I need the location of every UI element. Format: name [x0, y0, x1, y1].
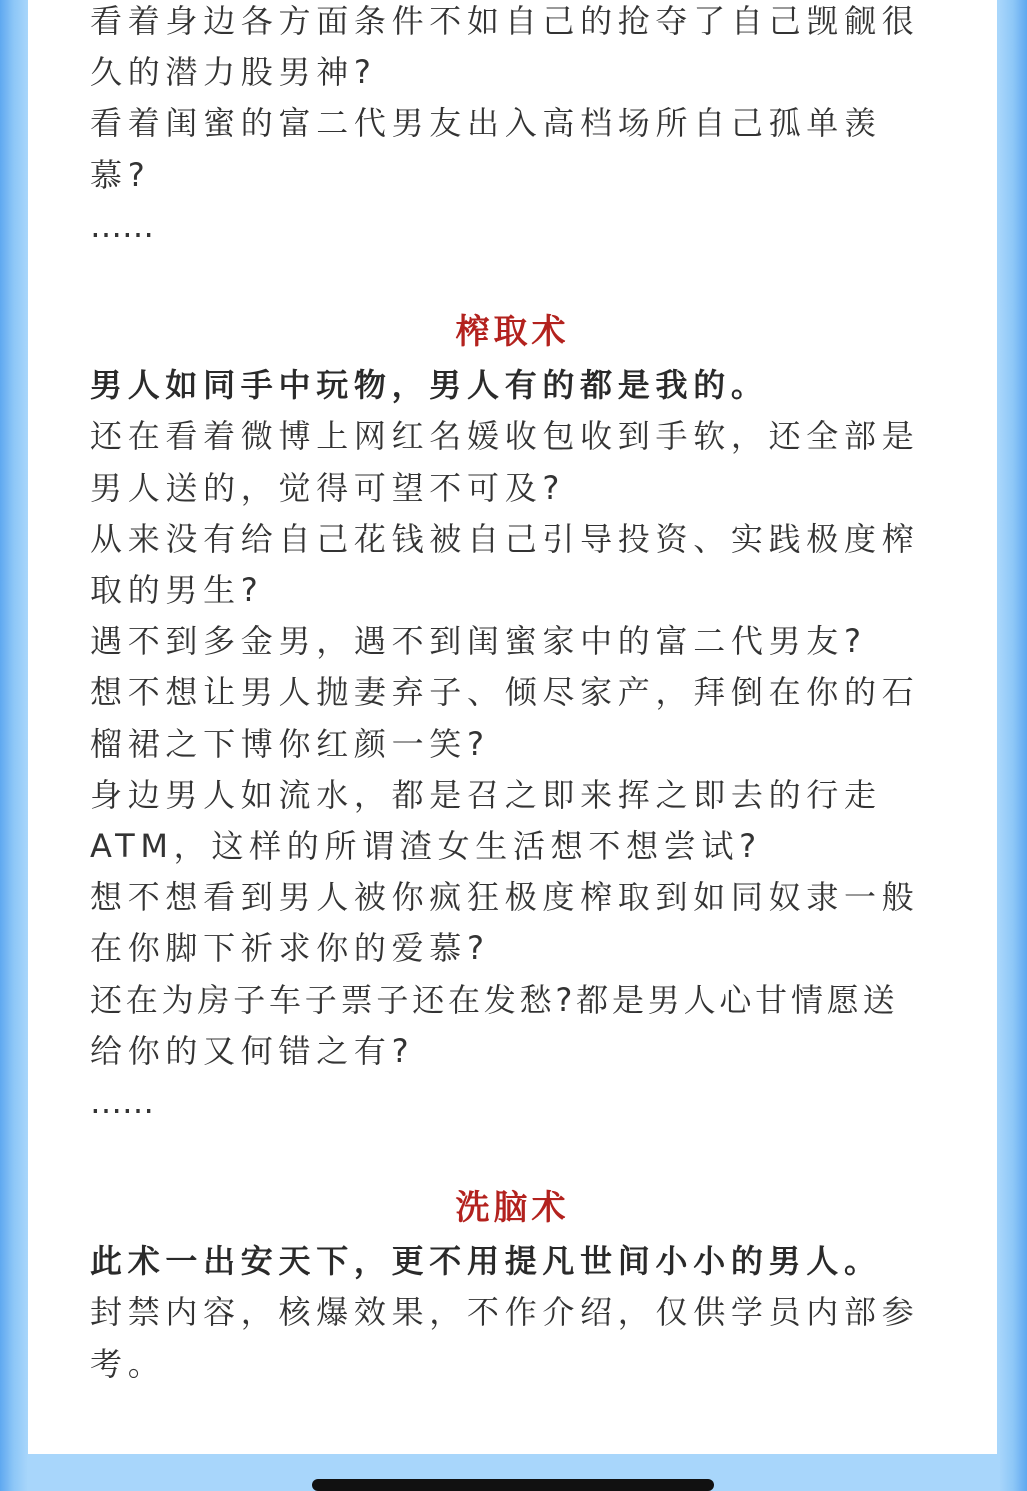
text-line: 还在为房子车子票子还在发愁?都是男人心甘情愿送 — [90, 980, 899, 1019]
text-line: 久的潜力股男神? — [90, 53, 377, 92]
intro-section — [90, 0, 935, 252]
text-line: 考。 — [90, 1344, 166, 1383]
text-line: 取的男生? — [90, 571, 264, 610]
article-card — [28, 0, 997, 1454]
text-line: 身边男人如流水，都是召之即来挥之即去的行走 — [90, 775, 882, 814]
text-line: 想不想让男人抛妻弃子、倾尽家产，拜倒在你的石 — [90, 673, 920, 712]
text-line: 在你脚下祈求你的爱慕? — [90, 929, 490, 968]
text-line: 还在看着微博上网红名媛收包收到手软，还全部是 — [90, 417, 920, 456]
text-line: 看着身边各方面条件不如自己的抢夺了自己觊觎很 — [90, 2, 920, 40]
text-line: 榴裙之下博你红颜一笑? — [90, 724, 490, 763]
text-line: 遇不到多金男，遇不到闺蜜家中的富二代男友? — [90, 622, 867, 661]
squeeze-section — [90, 307, 935, 1128]
section-heading: 洗脑术 — [455, 1188, 570, 1228]
section-heading: 榨取术 — [455, 312, 570, 352]
ellipsis: …… — [90, 206, 154, 245]
brainwash-section — [90, 1183, 935, 1390]
text-line: 男人送的，觉得可望不可及? — [90, 468, 566, 507]
section-tagline: 男人如同手中玩物，男人有的都是我的。 — [90, 366, 769, 405]
text-line: 看着闺蜜的富二代男友出入高档场所自己孤单羡 — [90, 104, 882, 143]
home-indicator[interactable] — [312, 1479, 714, 1491]
ellipsis: …… — [90, 1083, 154, 1122]
section-tagline: 此术一出安天下，更不用提凡世间小小的男人。 — [90, 1242, 882, 1281]
text-line: ATM，这样的所谓渣女生活想不想尝试? — [90, 827, 762, 866]
text-line: 慕? — [90, 155, 151, 194]
text-line: 给你的又何错之有? — [90, 1031, 415, 1070]
text-line: 想不想看到男人被你疯狂极度榨取到如同奴隶一般 — [90, 878, 920, 917]
text-line: 封禁内容，核爆效果，不作介绍，仅供学员内部参 — [90, 1293, 920, 1332]
text-line: 从来没有给自己花钱被自己引导投资、实践极度榨 — [90, 519, 920, 558]
